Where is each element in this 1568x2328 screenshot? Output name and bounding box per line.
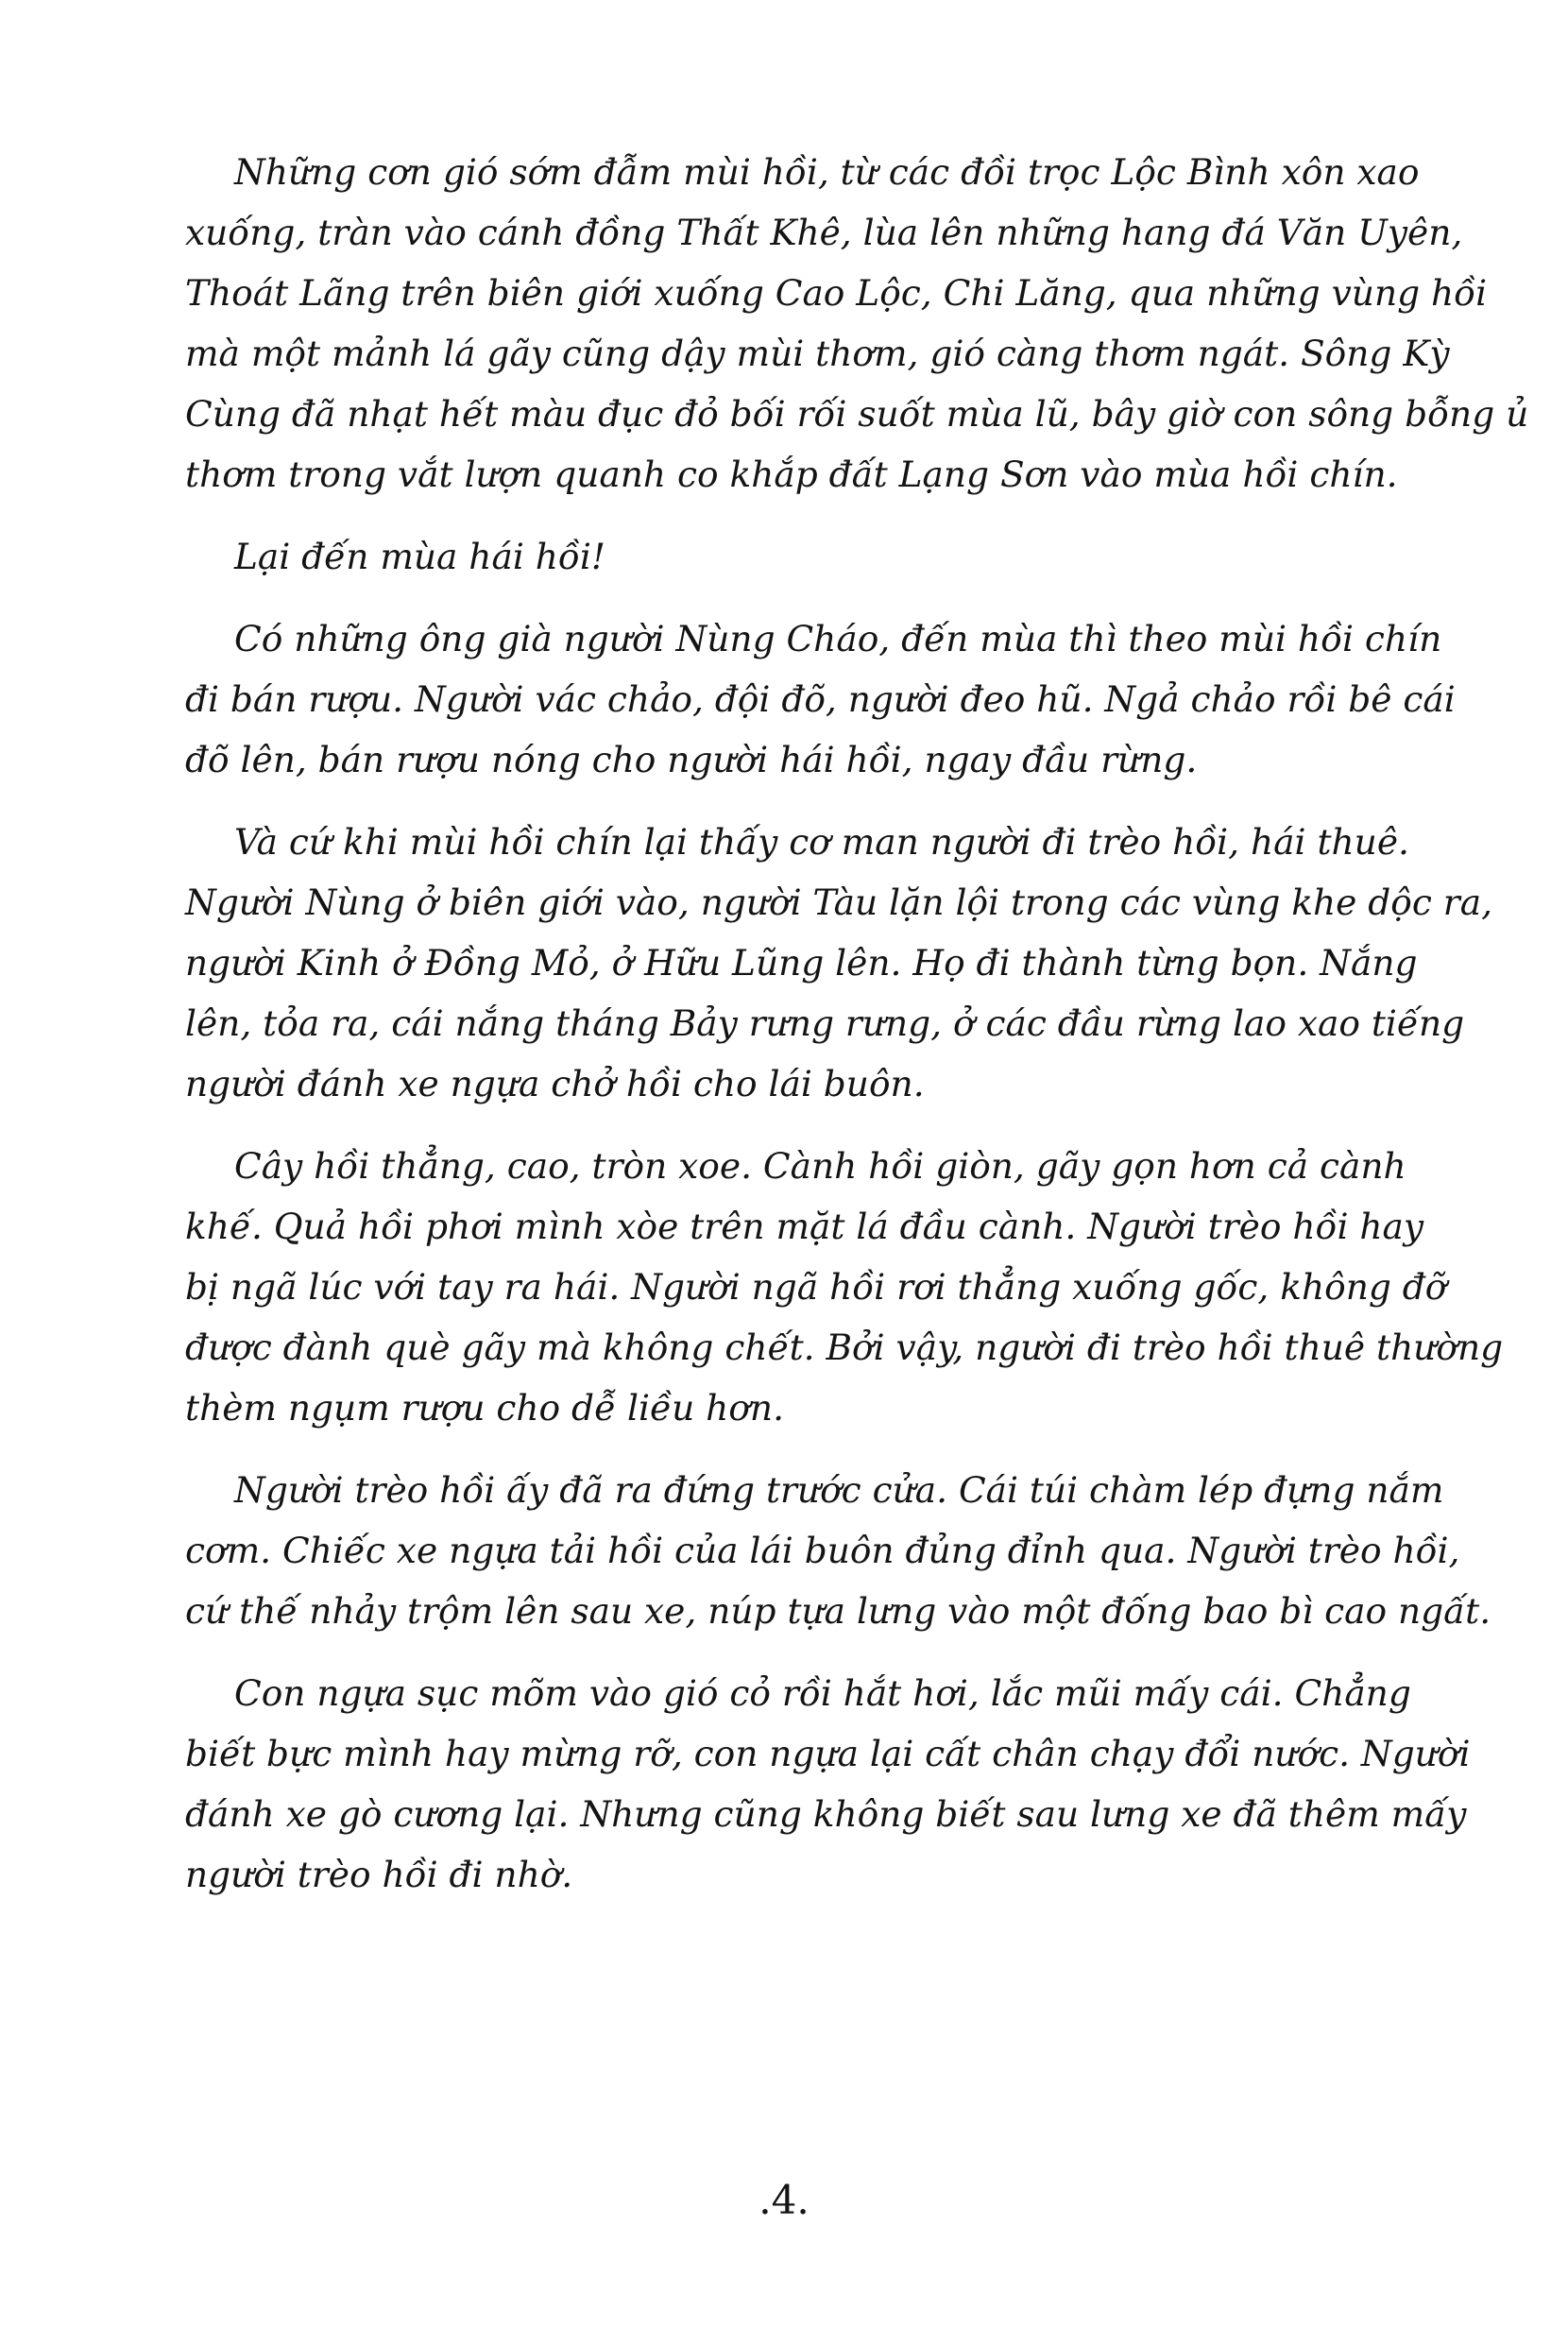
body-text (185, 142, 1529, 1926)
text-line: Lại đến mùa hái hồi! (234, 536, 605, 577)
text-line: Cùng đã nhạt hết màu đục đỏ bối rối suốt mùa lũ, bây giờ con sông bỗng ủ (185, 393, 1529, 435)
text-line: cơm. Chiếc xe ngựa tải hồi của lái buôn đủng đỉnh qua. Người trèo hồi, (185, 1530, 1460, 1571)
paragraph (185, 1663, 1489, 1905)
text-line: lên, tỏa ra, cái nắng tháng Bảy rưng rưng, ở các đầu rừng lao xao tiếng (185, 1002, 1465, 1044)
text-line: thèm ngụm rượu cho dễ liều hơn. (185, 1387, 784, 1429)
paragraph (185, 142, 1529, 505)
text-line: xuống, tràn vào cánh đồng Thất Khê, lùa lên những hang đá Văn Uyên, (185, 212, 1463, 253)
text-line: Người trèo hồi ấy đã ra đứng trước cửa. Cái túi chàm lép đựng nắm (234, 1469, 1444, 1511)
paragraph (185, 1136, 1504, 1438)
text-line: bị ngã lúc với tay ra hái. Người ngã hồi rơi thẳng xuống gốc, không đỡ (185, 1266, 1447, 1308)
text-line: người trèo hồi đi nhờ. (185, 1854, 573, 1895)
text-line: cứ thế nhảy trộm lên sau xe, núp tựa lưng vào một đống bao bì cao ngất. (185, 1590, 1491, 1632)
text-line: người đánh xe ngựa chở hồi cho lái buôn. (185, 1063, 925, 1104)
paragraph (185, 526, 1489, 587)
text-line: đánh xe gò cương lại. Nhưng cũng không biết sau lưng xe đã thêm mấy (185, 1793, 1467, 1835)
text-line: thơm trong vắt lượn quanh co khắp đất Lạng Sơn vào mùa hồi chín. (185, 454, 1398, 495)
text-line: người Kinh ở Đồng Mỏ, ở Hữu Lũng lên. Họ đi thành từng bọn. Nắng (185, 942, 1418, 984)
paragraph (185, 812, 1492, 1114)
text-line: đõ lên, bán rượu nóng cho người hái hồi, ngay đầu rừng. (185, 739, 1198, 780)
text-line: Thoát Lãng trên biên giới xuống Cao Lộc, Chi Lăng, qua những vùng hồi (185, 272, 1488, 314)
text-line: Người Nùng ở biên giới vào, người Tàu lặn lội trong các vùng khe dộc ra, (185, 882, 1492, 923)
text-line: Những cơn gió sớm đẫm mùi hồi, từ các đồi trọc Lộc Bình xôn xao (234, 151, 1420, 193)
text-line: mà một mảnh lá gãy cũng dậy mùi thơm, gió càng thơm ngát. Sông Kỳ (185, 333, 1450, 374)
text-line: Và cứ khi mùi hồi chín lại thấy cơ man người đi trèo hồi, hái thuê. (234, 821, 1409, 863)
text-line: được đành què gãy mà không chết. Bởi vậy, người đi trèo hồi thuê thường (185, 1327, 1504, 1368)
page-number: .4. (758, 2177, 810, 2223)
paragraph (185, 608, 1489, 790)
paragraph (185, 1460, 1489, 1641)
text-line: Cây hồi thẳng, cao, tròn xoe. Cành hồi giòn, gãy gọn hơn cả cành (234, 1145, 1406, 1187)
text-line: Con ngựa sục mõm vào gió cỏ rồi hắt hơi, lắc mũi mấy cái. Chẳng (234, 1672, 1411, 1714)
text-line: khế. Quả hồi phơi mình xòe trên mặt lá đầu cành. Người trèo hồi hay (185, 1206, 1424, 1247)
text-line: Có những ông già người Nùng Cháo, đến mùa thì theo mùi hồi chín (234, 618, 1442, 659)
text-line: biết bực mình hay mừng rỡ, con ngựa lại cất chân chạy đổi nước. Người (185, 1733, 1471, 1774)
text-line: đi bán rượu. Người vác chảo, đội đõ, người đeo hũ. Ngả chảo rồi bê cái (185, 678, 1456, 720)
